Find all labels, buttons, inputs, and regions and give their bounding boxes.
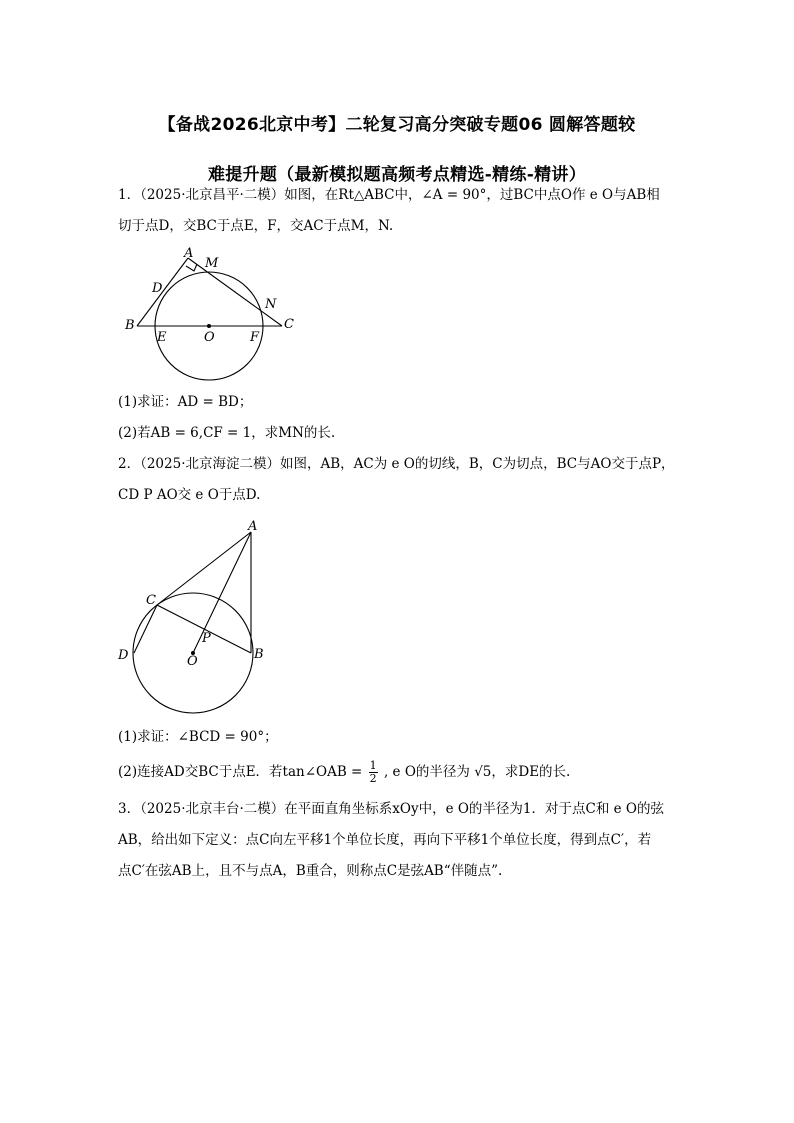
q1-label-d: D <box>152 281 163 296</box>
title-line-2: 难提升题（最新模拟题高频考点精选-精练-精讲） <box>207 165 586 185</box>
q1-label-a: A <box>184 246 194 261</box>
q2-fraction-denominator: 2 <box>369 772 377 785</box>
q1-label-m: M <box>205 256 219 271</box>
q2-label-a: A <box>248 519 258 534</box>
q2-fraction-numerator: 1 <box>369 759 377 772</box>
q3-stem-line1: 3．（2025·北京丰台·二模）在平面直角坐标系xOy中，e O的半径为1．对于点C和 e O的弦 <box>118 801 664 817</box>
q1-label-o: O <box>204 330 215 345</box>
q1-figure <box>110 236 310 386</box>
q1-segment-ab <box>137 258 188 326</box>
q1-label-b: B <box>125 318 135 333</box>
q1-label-e: E <box>157 330 167 345</box>
q2-stem-line2: CD P AO交 e O于点D. <box>118 487 261 503</box>
q2-part2 <box>118 760 570 785</box>
q1-segment-ac <box>188 258 282 326</box>
q2-label-o: O <box>187 654 198 669</box>
q2-part2-suffix: , e O的半径为 √5，求DE的长. <box>383 764 571 780</box>
q2-part2-prefix: (2)连接AD交BC于点E．若tan∠OAB = <box>118 764 363 780</box>
q2-label-b: B <box>254 647 264 662</box>
q2-label-c: C <box>146 593 156 608</box>
title-line-1: 【备战2026北京中考】二轮复习高分突破专题06 圆解答题较 <box>158 115 636 135</box>
q2-stem-line1: 2．（2025·北京海淀二模）如图，AB，AC为 e O的切线，B，C为切点，BC与AO交于点P， <box>118 456 675 472</box>
q1-label-n: N <box>265 297 277 312</box>
q2-part1: (1)求证：∠BCD = 90°； <box>118 729 278 745</box>
q2-label-p: P <box>202 631 211 646</box>
q2-fraction <box>369 760 378 785</box>
q2-figure <box>110 512 270 722</box>
q1-label-f: F <box>250 330 260 345</box>
q1-right-angle-mark <box>186 264 197 271</box>
q1-stem-line2: 切于点D，交BC于点E，F，交AC于点M，N. <box>118 218 394 234</box>
q3-stem-line3: 点C′在弦AB上，且不与点A，B重合，则称点C是弦AB“伴随点”. <box>118 863 503 879</box>
q1-part2: (2)若AB = 6,CF = 1，求MN的长. <box>118 425 336 441</box>
q3-stem-line2: AB，给出如下定义：点C向左平移1个单位长度，再向下平移1个单位长度，得到点C′，若 <box>118 832 652 848</box>
q1-stem-line1: 1．（2025·北京昌平·二模）如图，在Rt△ABC中，∠A = 90°，过BC中点O作 e O与AB相 <box>118 187 660 203</box>
q1-center-point <box>207 324 211 328</box>
q2-label-d: D <box>118 648 129 663</box>
q1-part1: (1)求证：AD = BD； <box>118 394 253 410</box>
q1-label-c: C <box>284 317 294 332</box>
